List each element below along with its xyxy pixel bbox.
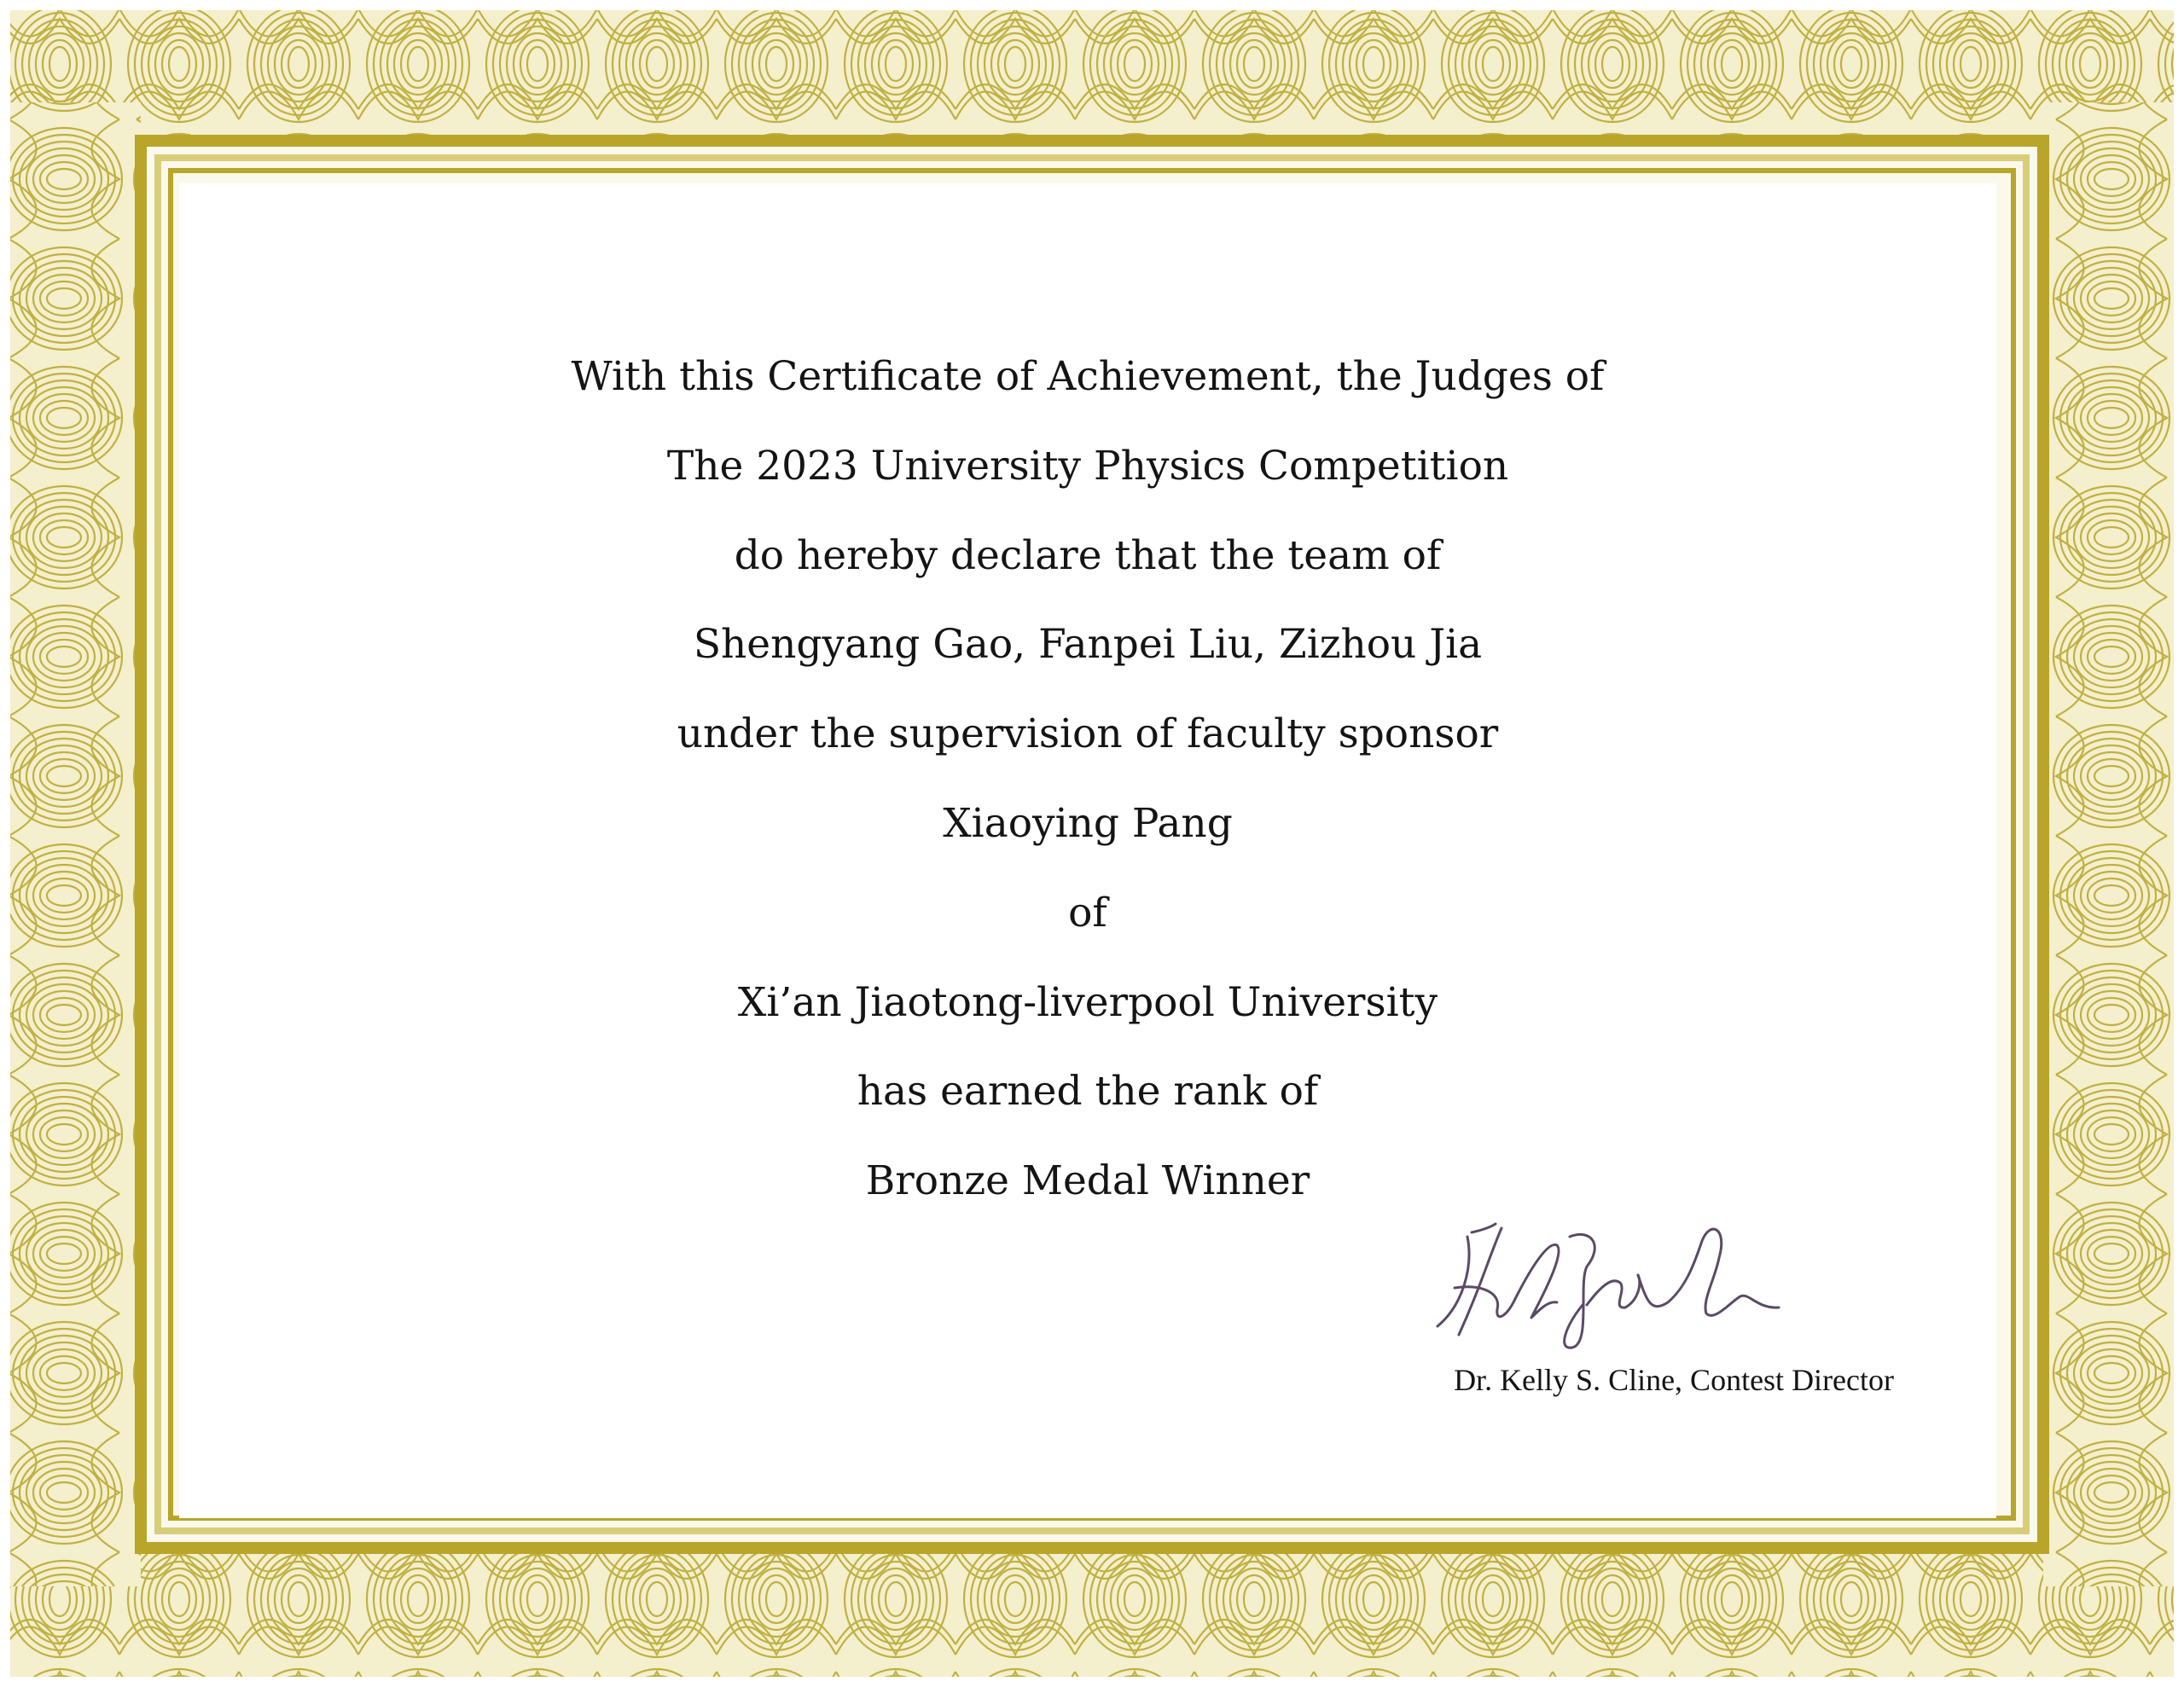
intro-line: With this Certificate of Achievement, the Judges of [571,353,1605,400]
award-rank: Bronze Medal Winner [865,1157,1310,1205]
supervision-line: under the supervision of faculty sponsor [677,710,1499,758]
of-line: of [1068,889,1107,936]
declaration-line: do hereby declare that the team of [734,531,1442,579]
certificate-text [179,333,1996,1226]
university-name: Xi’an Jiaotong-liverpool University [737,978,1438,1026]
competition-name: The 2023 University Physics Competition [666,442,1509,490]
handwritten-signature [1420,1207,1804,1360]
team-members: Shengyang Gao, Fanpei Liu, Zizhou Jia [693,621,1483,669]
faculty-sponsor: Xiaoying Pang [943,799,1233,847]
rank-intro: has earned the rank of [857,1068,1319,1116]
signatory-title: Dr. Kelly S. Cline, Contest Director [1454,1363,1894,1397]
